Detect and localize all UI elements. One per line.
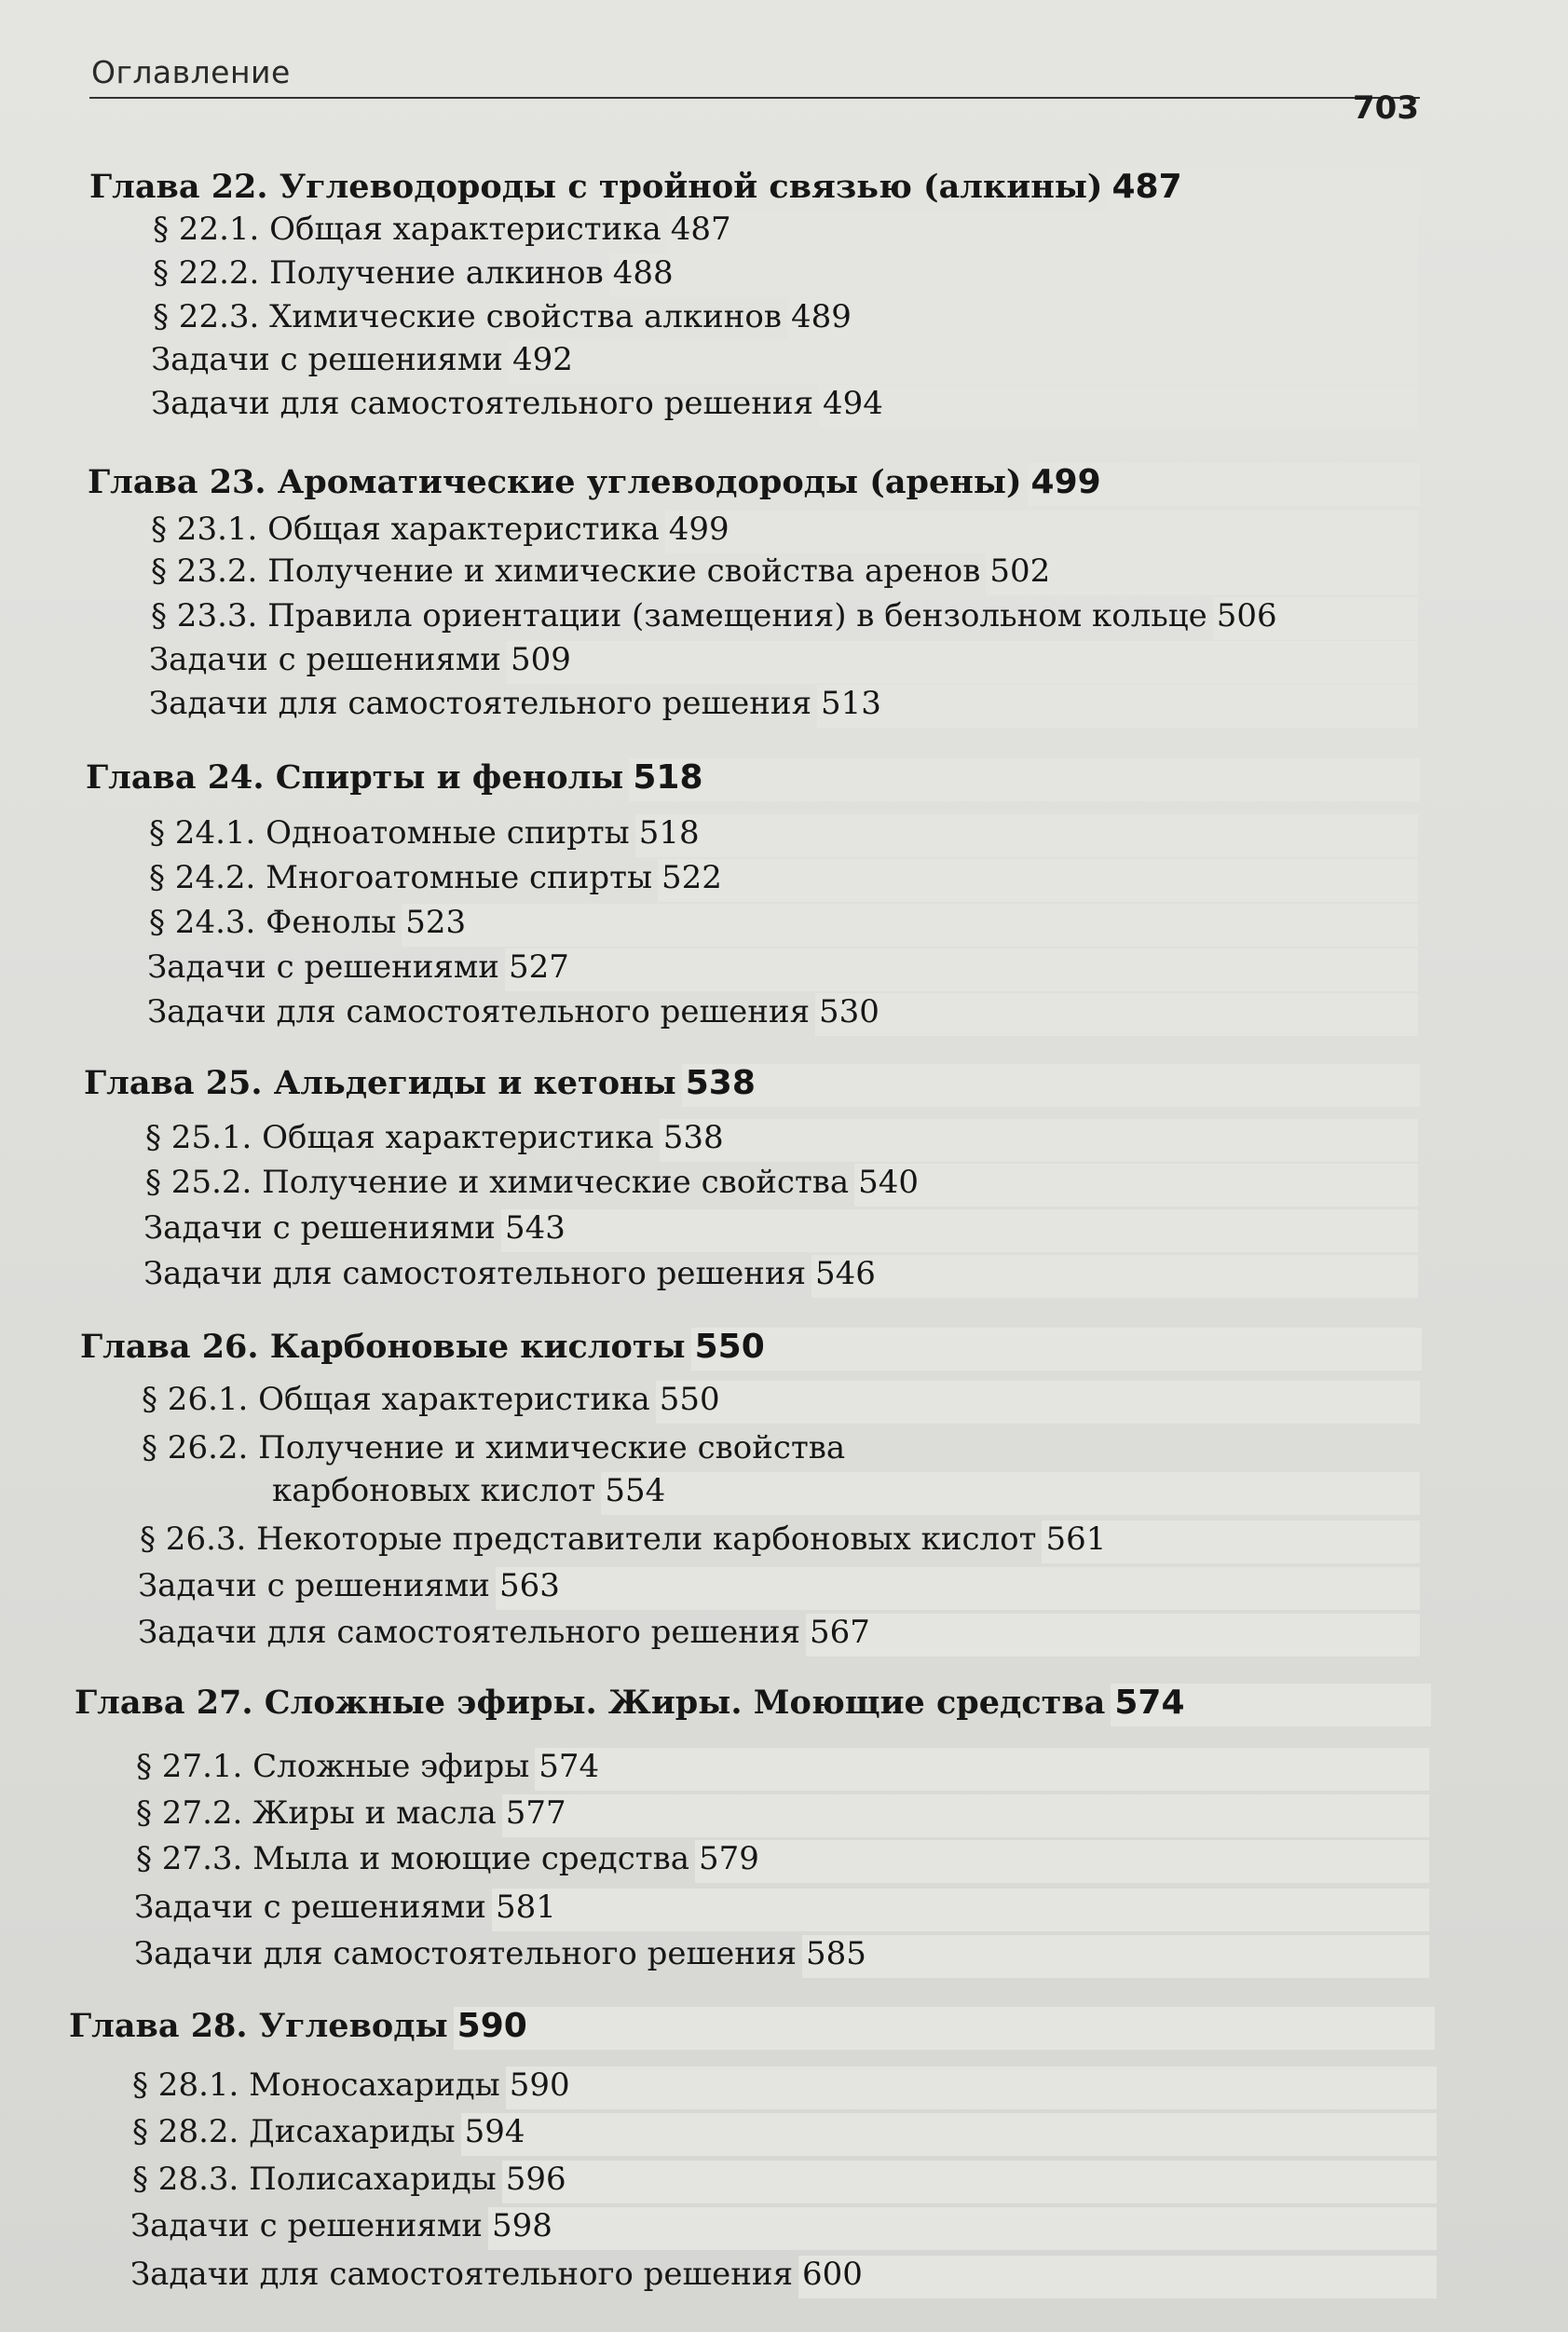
section-title: § 28.3. Полисахариды <box>132 2161 497 2198</box>
section-title: § 28.1. Моносахариды <box>132 2066 500 2104</box>
section-title: § 26.2. Получение и химические свойства <box>142 1429 846 1466</box>
section-page: 574 <box>535 1748 1429 1791</box>
section-page: 522 <box>658 859 1418 902</box>
task-page: 530 <box>815 993 1418 1036</box>
chapter-title: Глава 24. Спирты и фенолы <box>86 758 624 797</box>
section-page: 488 <box>609 254 1418 297</box>
toc-chapter[interactable] <box>86 758 1420 801</box>
chapter-page: 499 <box>1028 463 1420 506</box>
section-title: § 24.1. Одноатомные спирты <box>149 814 630 852</box>
toc-section[interactable] <box>136 1840 1429 1883</box>
task-title: Задачи для самостоятельного решения <box>151 385 814 422</box>
toc-section[interactable] <box>136 1748 1429 1791</box>
task-page: 563 <box>496 1567 1420 1610</box>
task-title: Задачи с решениями <box>151 341 503 378</box>
toc-task[interactable] <box>151 341 1418 384</box>
task-page: 585 <box>802 1935 1429 1978</box>
chapter-title: Глава 25. Альдегиды и кетоны <box>84 1064 676 1102</box>
task-page: 546 <box>811 1255 1418 1298</box>
task-title: Задачи для самостоятельного решения <box>138 1614 801 1651</box>
section-title: § 23.2. Получение и химические свойства аренов <box>151 552 981 590</box>
task-page: 567 <box>806 1614 1420 1657</box>
task-page: 509 <box>507 641 1418 684</box>
chapter-page: 538 <box>682 1064 1420 1107</box>
section-title: § 23.3. Правила ориентации (замещения) в бензольном кольце <box>151 597 1207 634</box>
toc-task[interactable] <box>138 1567 1420 1610</box>
toc-task[interactable] <box>134 1935 1429 1978</box>
section-page: 596 <box>502 2161 1437 2203</box>
toc-section[interactable] <box>142 1381 1420 1424</box>
chapter-page: 487 <box>1108 168 1420 211</box>
section-page: 554 <box>601 1472 1420 1515</box>
toc-task[interactable] <box>130 2207 1437 2250</box>
section-page: 561 <box>1042 1521 1420 1563</box>
task-page: 492 <box>509 341 1418 384</box>
toc-section[interactable] <box>153 298 1418 341</box>
toc-chapter[interactable] <box>75 1684 1431 1726</box>
task-page: 527 <box>505 948 1418 991</box>
toc-section[interactable] <box>132 2161 1437 2203</box>
section-title: § 24.3. Фенолы <box>149 904 397 941</box>
section-title: § 23.1. Общая характеристика <box>151 511 660 548</box>
toc-section[interactable] <box>149 859 1418 902</box>
task-page: 581 <box>492 1889 1429 1931</box>
task-page: 600 <box>798 2256 1437 2298</box>
toc-task[interactable] <box>151 385 1418 428</box>
task-title: Задачи для самостоятельного решения <box>147 993 811 1030</box>
section-page: 577 <box>502 1794 1429 1837</box>
toc-section[interactable] <box>149 814 1418 857</box>
task-page: 543 <box>501 1209 1418 1252</box>
toc-section[interactable] <box>140 1521 1420 1563</box>
section-title: § 27.1. Сложные эфиры <box>136 1748 530 1785</box>
chapter-title: Глава 26. Карбоновые кислоты <box>80 1328 686 1366</box>
toc-section[interactable] <box>145 1164 1418 1207</box>
toc-task[interactable] <box>130 2256 1437 2298</box>
section-title: § 24.2. Многоатомные спирты <box>149 859 652 896</box>
section-page: 487 <box>667 211 1418 253</box>
chapter-title: Глава 22. Углеводороды с тройной связью (алкины) <box>89 168 1103 206</box>
toc-task[interactable] <box>147 993 1418 1036</box>
toc-section[interactable] <box>136 1794 1429 1837</box>
section-title: § 28.2. Дисахариды <box>132 2113 456 2150</box>
task-title: Задачи для самостоятельного решения <box>143 1255 807 1292</box>
toc-task[interactable] <box>143 1255 1418 1298</box>
section-page: 538 <box>660 1119 1418 1162</box>
task-title: Задачи с решениями <box>134 1889 486 1926</box>
section-title: § 25.2. Получение и химические свойства <box>145 1164 850 1201</box>
running-head: Оглавление <box>91 54 291 90</box>
section-page: 523 <box>402 904 1418 947</box>
task-title: Задачи для самостоятельного решения <box>134 1935 798 1972</box>
task-title: Задачи с решениями <box>143 1209 496 1247</box>
toc-task[interactable] <box>138 1614 1420 1657</box>
chapter-page: 590 <box>454 2007 1435 2050</box>
section-page: 518 <box>635 814 1418 857</box>
toc-chapter[interactable] <box>84 1064 1420 1107</box>
toc-chapter[interactable] <box>88 463 1420 506</box>
chapter-title: Глава 28. Углеводы <box>69 2007 448 2045</box>
task-page: 513 <box>817 685 1418 728</box>
toc-section[interactable] <box>153 254 1418 297</box>
toc-task[interactable] <box>149 641 1418 684</box>
toc-section[interactable] <box>151 597 1418 640</box>
section-title: § 22.2. Получение алкинов <box>153 254 604 292</box>
section-title: § 27.2. Жиры и масла <box>136 1794 497 1832</box>
page-number: 703 <box>1353 89 1419 127</box>
toc-chapter[interactable] <box>80 1328 1422 1371</box>
section-page: 550 <box>656 1381 1420 1424</box>
section-page: 502 <box>986 552 1418 595</box>
task-title: Задачи для самостоятельного решения <box>149 685 812 722</box>
toc-section[interactable] <box>153 211 1418 253</box>
chapter-title: Глава 27. Сложные эфиры. Жиры. Моющие средства <box>75 1684 1106 1722</box>
toc-section[interactable] <box>151 552 1418 595</box>
section-title: § 22.1. Общая характеристика <box>153 211 661 248</box>
section-page: 506 <box>1213 597 1418 640</box>
chapter-title: Глава 23. Ароматические углеводороды (арены) <box>88 463 1022 501</box>
toc-section[interactable] <box>132 2113 1437 2156</box>
section-title: § 27.3. Мыла и моющие средства <box>136 1840 689 1877</box>
toc-section[interactable] <box>272 1472 1420 1515</box>
section-title-continued: карбоновых кислот <box>272 1472 596 1509</box>
toc-task[interactable] <box>143 1209 1418 1252</box>
section-title: § 25.1. Общая характеристика <box>145 1119 654 1156</box>
task-title: Задачи с решениями <box>149 641 501 678</box>
task-page: 598 <box>488 2207 1437 2250</box>
section-page: 590 <box>506 2066 1437 2109</box>
toc-chapter[interactable] <box>69 2007 1435 2050</box>
toc-task[interactable] <box>147 948 1418 991</box>
task-title: Задачи для самостоятельного решения <box>130 2256 794 2293</box>
section-title: § 22.3. Химические свойства алкинов <box>153 298 783 335</box>
toc-section[interactable] <box>151 511 1418 553</box>
task-title: Задачи с решениями <box>138 1567 490 1604</box>
section-title: § 26.1. Общая характеристика <box>142 1381 650 1418</box>
toc-section[interactable] <box>149 904 1418 947</box>
section-page: 594 <box>461 2113 1437 2156</box>
section-page: 499 <box>665 511 1418 553</box>
toc-task[interactable] <box>149 685 1418 728</box>
task-page: 494 <box>819 385 1418 428</box>
section-page: 489 <box>787 298 1418 341</box>
toc-section[interactable] <box>145 1119 1418 1162</box>
chapter-page: 518 <box>629 758 1420 801</box>
section-title: § 26.3. Некоторые представители карбоновых кислот <box>140 1521 1037 1558</box>
section-page: 579 <box>695 1840 1429 1883</box>
toc-section[interactable] <box>132 2066 1437 2109</box>
task-title: Задачи с решениями <box>130 2207 483 2244</box>
toc-chapter[interactable] <box>89 168 1420 211</box>
chapter-page: 550 <box>691 1328 1422 1371</box>
chapter-page: 574 <box>1111 1684 1431 1726</box>
toc-task[interactable] <box>134 1889 1429 1931</box>
section-page: 540 <box>854 1164 1418 1207</box>
task-title: Задачи с решениями <box>147 948 499 986</box>
